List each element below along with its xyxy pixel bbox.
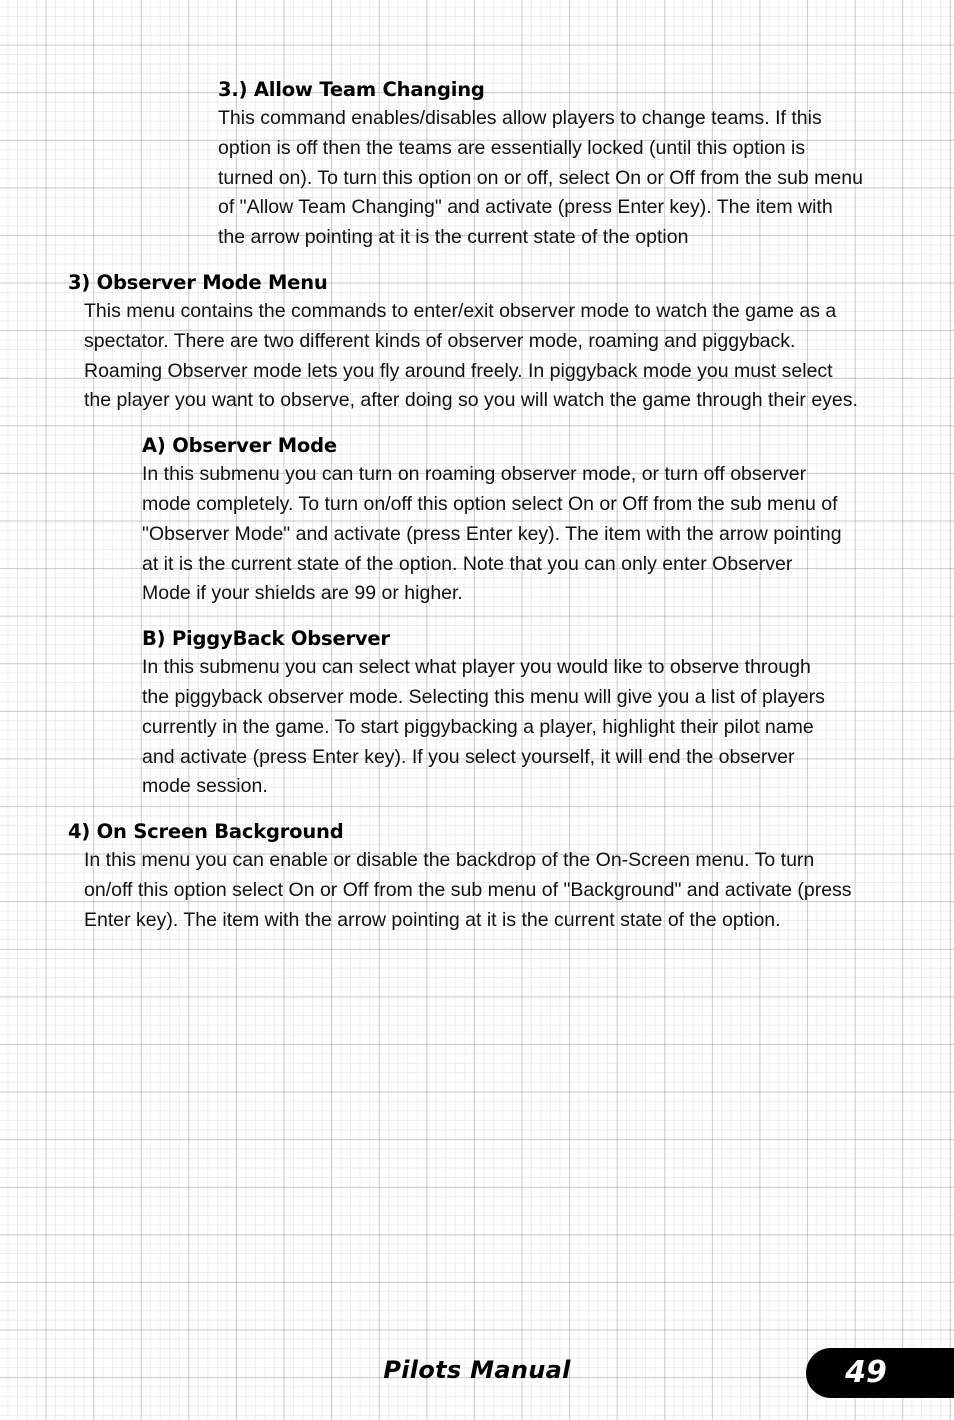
section-observer-mode bbox=[142, 434, 858, 609]
section-heading: A) Observer Mode bbox=[142, 434, 337, 458]
section-heading: 3.) Allow Team Changing bbox=[218, 78, 485, 101]
section-piggyback-observer bbox=[142, 627, 858, 802]
section-body-text: In this submenu you can turn on roaming observer mode, or turn off observer mode completely. To turn on/off this option select On or Off from the sub menu of "Observer Mode" and activate (press Enter key). The item with the arrow pointing at it is the current state of the option. Note that you can only enter Observer Mode if your shields are 99 or higher. bbox=[142, 463, 842, 605]
section-observer-mode-menu bbox=[68, 271, 858, 416]
section-body-text: In this menu you can enable or disable the backdrop of the On-Screen menu. To turn on/off this option select On or Off from the sub menu of "Background" and activate (press Enter key). The item with the arrow pointing at it is the current state of the option. bbox=[84, 849, 852, 931]
section-body-text: This command enables/disables allow players to change teams. If this option is off then the teams are essentially locked (until this option is turned on). To turn this option on or off, select On or Off from the sub menu of "Allow Team Changing" and activate (press Enter key). The item with the arrow pointing at it is the current state of the option bbox=[218, 107, 863, 249]
section-allow-team-changing bbox=[218, 78, 868, 253]
body-column bbox=[68, 78, 868, 954]
section-on-screen-background bbox=[68, 820, 858, 935]
section-body-text: In this submenu you can select what player you would like to observe through the piggyback observer mode. Selecting this menu will give you a list of players currently in the game. To start piggybacking a player, highlight their pilot name and activate (press Enter key). If you select yourself, it will end the observer mode session. bbox=[142, 656, 825, 798]
section-body-text: This menu contains the commands to enter/exit observer mode to watch the game as a spectator. There are two different kinds of observer mode, roaming and piggyback. Roaming Observer mode lets you fly around freely. In piggyback mode you must select the player you want to observe, after doing so you will watch the game through their eyes. bbox=[84, 299, 858, 412]
section-heading: 4) On Screen Background bbox=[68, 820, 344, 844]
footer-title: Pilots Manual bbox=[383, 1356, 571, 1384]
section-heading: 3) Observer Mode Menu bbox=[68, 270, 328, 294]
section-heading: B) PiggyBack Observer bbox=[142, 627, 390, 651]
page-number: 49 bbox=[845, 1355, 887, 1390]
page-footer bbox=[0, 1348, 954, 1403]
